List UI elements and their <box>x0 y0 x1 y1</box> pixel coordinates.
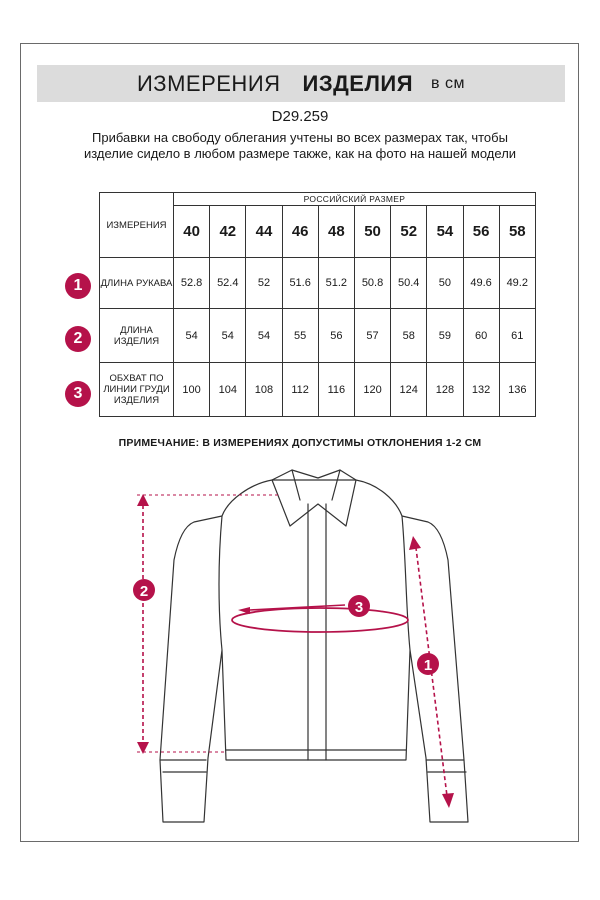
table-cell: 124 <box>391 363 427 417</box>
page-title <box>37 65 565 102</box>
table-cell: 50.4 <box>391 258 427 309</box>
tolerance-note: ПРИМЕЧАНИЕ: В ИЗМЕРЕНИЯХ ДОПУСТИМЫ ОТКЛОНЕНИЯ 1-2 СМ <box>118 437 482 449</box>
table-cell: 128 <box>427 363 463 417</box>
size-system-header: РОССИЙСКИЙ РАЗМЕР <box>174 193 536 206</box>
title-part-unit: в см <box>431 74 465 92</box>
table-cell: 56 <box>318 309 354 363</box>
arrowhead <box>442 793 454 808</box>
table-cell: 50.8 <box>354 258 390 309</box>
title-part-product: ИЗДЕЛИЯ <box>302 70 414 96</box>
table-cell: 60 <box>463 309 499 363</box>
sleeve-marker-label: 1 <box>423 657 433 674</box>
chest-ellipse <box>232 608 408 632</box>
table-cell: 52 <box>246 258 282 309</box>
size-header: 46 <box>282 206 318 258</box>
row-number-badge: 3 <box>65 381 91 407</box>
table-cell: 61 <box>499 309 535 363</box>
row-number-badge: 2 <box>65 326 91 352</box>
table-cell: 100 <box>174 363 210 417</box>
size-header: 50 <box>354 206 390 258</box>
length-marker-label: 2 <box>139 583 149 600</box>
table-cell: 59 <box>427 309 463 363</box>
row-label: ДЛИНА ИЗДЕЛИЯ <box>100 309 174 363</box>
arrowhead <box>409 536 421 550</box>
arrowhead <box>137 494 149 506</box>
table-cell: 51.2 <box>318 258 354 309</box>
size-header: 58 <box>499 206 535 258</box>
size-header: 56 <box>463 206 499 258</box>
shirt-outline <box>160 470 468 822</box>
table-cell: 55 <box>282 309 318 363</box>
table-cell: 51.6 <box>282 258 318 309</box>
article-code: D29.259 <box>271 108 329 125</box>
size-header: 52 <box>391 206 427 258</box>
arrowhead <box>238 607 250 614</box>
table-cell: 50 <box>427 258 463 309</box>
table-row-product-length <box>100 309 536 363</box>
shirt-diagram <box>0 460 600 840</box>
table-cell: 49.6 <box>463 258 499 309</box>
size-header: 42 <box>210 206 246 258</box>
table-row-sleeve-length <box>100 258 536 309</box>
table-cell: 54 <box>246 309 282 363</box>
size-header: 48 <box>318 206 354 258</box>
row-label: ДЛИНА РУКАВА <box>100 258 174 309</box>
measurement-lines <box>137 494 454 808</box>
row-number-badge: 1 <box>65 273 91 299</box>
row-label: ОБХВАТ ПО ЛИНИИ ГРУДИ ИЗДЕЛИЯ <box>100 363 174 417</box>
table-cell: 132 <box>463 363 499 417</box>
chest-marker-label: 3 <box>354 599 364 616</box>
table-cell: 54 <box>174 309 210 363</box>
table-row-chest-girth <box>100 363 536 417</box>
intro-text: Прибавки на свободу облегания учтены во всех размерах так, чтобы изделие сидело в любом размере также, как на фото на нашей модели <box>83 130 517 161</box>
table-cell: 49.2 <box>499 258 535 309</box>
table-cell: 57 <box>354 309 390 363</box>
size-header: 44 <box>246 206 282 258</box>
size-header: 40 <box>174 206 210 258</box>
table-cell: 112 <box>282 363 318 417</box>
table-cell: 52.8 <box>174 258 210 309</box>
table-cell: 136 <box>499 363 535 417</box>
table-cell: 116 <box>318 363 354 417</box>
size-table <box>99 192 536 417</box>
title-part-measurements: ИЗМЕРЕНИЯ <box>136 70 281 96</box>
table-cell: 120 <box>354 363 390 417</box>
table-cell: 108 <box>246 363 282 417</box>
table-cell: 54 <box>210 309 246 363</box>
measurements-header: ИЗМЕРЕНИЯ <box>100 193 174 258</box>
table-cell: 52.4 <box>210 258 246 309</box>
table-cell: 104 <box>210 363 246 417</box>
size-header: 54 <box>427 206 463 258</box>
table-cell: 58 <box>391 309 427 363</box>
